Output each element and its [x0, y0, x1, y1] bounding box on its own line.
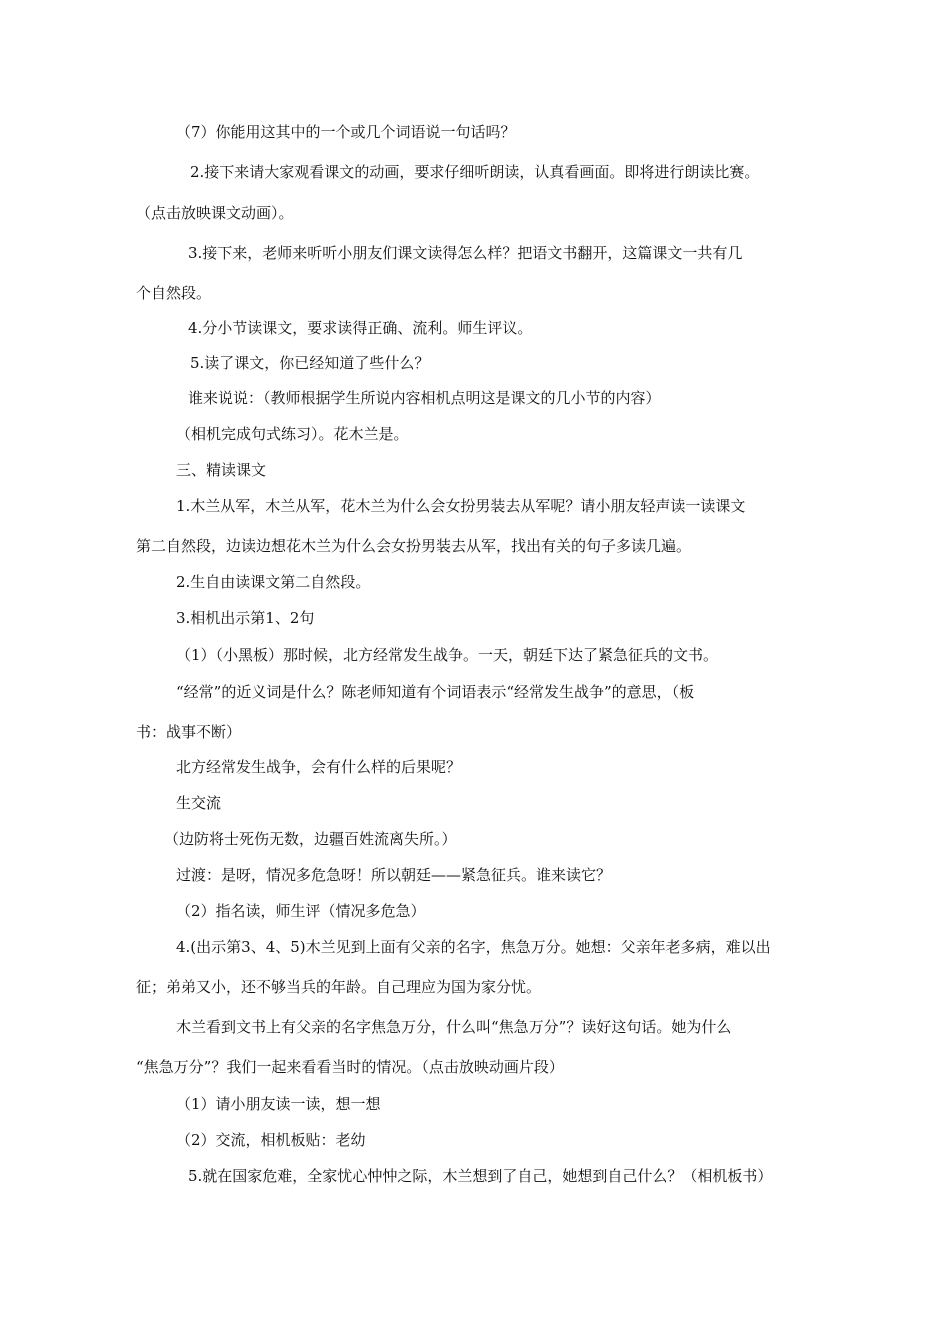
text-line: 3.接下来，老师来听听小朋友们课文读得怎么样？把语文书翻开，这篇课文一共有几	[188, 244, 743, 262]
text-line: 2.接下来请大家观看课文的动画，要求仔细听朗读，认真看画面。即将进行朗读比赛。	[190, 163, 760, 181]
section-heading: 三、精读课文	[176, 461, 267, 479]
text-line: 过渡：是呀，情况多危急呀！所以朝廷——紧急征兵。谁来读它？	[176, 866, 612, 884]
text-line: “经常”的近义词是什么？陈老师知道有个词语表示“经常发生战争”的意思，（板	[176, 683, 695, 701]
text-line: 5.就在国家危难，全家忧心忡忡之际，木兰想到了自己，她想到自己什么？（相机板书）	[188, 1167, 773, 1185]
text-line: 北方经常发生战争，会有什么样的后果呢？	[176, 758, 462, 776]
text-line: “焦急万分”？我们一起来看看当时的情况。（点击放映动画片段）	[136, 1058, 564, 1076]
text-line: 个自然段。	[136, 284, 212, 302]
text-line: 4.(出示第3、4、5)木兰见到上面有父亲的名字，焦急万分。她想：父亲年老多病，难以出	[176, 938, 771, 956]
text-line: （边防将士死伤无数，边疆百姓流离失所。）	[164, 830, 457, 848]
text-line: 4.分小节读课文，要求读得正确、流利。师生评议。	[188, 319, 533, 337]
text-line: 5.读了课文，你已经知道了些什么？	[190, 354, 430, 372]
text-line: （1）（小黑板）那时候，北方经常发生战争。一天，朝廷下达了紧急征兵的文书。	[176, 646, 719, 664]
text-line: 3.相机出示第1、2句	[176, 609, 315, 627]
text-line: 谁来说说：（教师根据学生所说内容相机点明这是课文的几小节的内容）	[188, 389, 661, 407]
text-line: （相机完成句式练习）。花木兰是。	[176, 425, 409, 443]
text-line: （1）请小朋友读一读，想一想	[176, 1095, 381, 1113]
text-line: 木兰看到文书上有父亲的名字焦急万分，什么叫“焦急万分”？读好这句话。她为什么	[176, 1018, 732, 1036]
text-line: （7）你能用这其中的一个或几个词语说一句话吗？	[176, 123, 516, 141]
text-line: 生交流	[176, 794, 222, 812]
text-line: 2.生自由读课文第二自然段。	[176, 573, 371, 591]
text-line: （点击放映课文动画）。	[136, 204, 294, 222]
text-line: （2）交流，相机板贴：老幼	[176, 1131, 366, 1149]
text-line: 征；弟弟又小，还不够当兵的年龄。自己理应为国为家分忧。	[136, 978, 542, 996]
text-line: 第二自然段，边读边想花木兰为什么会女扮男装去从军，找出有关的句子多读几遍。	[136, 537, 692, 555]
text-line: （2）指名读，师生评（情况多危急）	[176, 902, 426, 920]
text-line: 1.木兰从军，木兰从军，花木兰为什么会女扮男装去从军呢？请小朋友轻声读一读课文	[176, 497, 746, 515]
text-line: 书：战事不断）	[136, 723, 242, 741]
